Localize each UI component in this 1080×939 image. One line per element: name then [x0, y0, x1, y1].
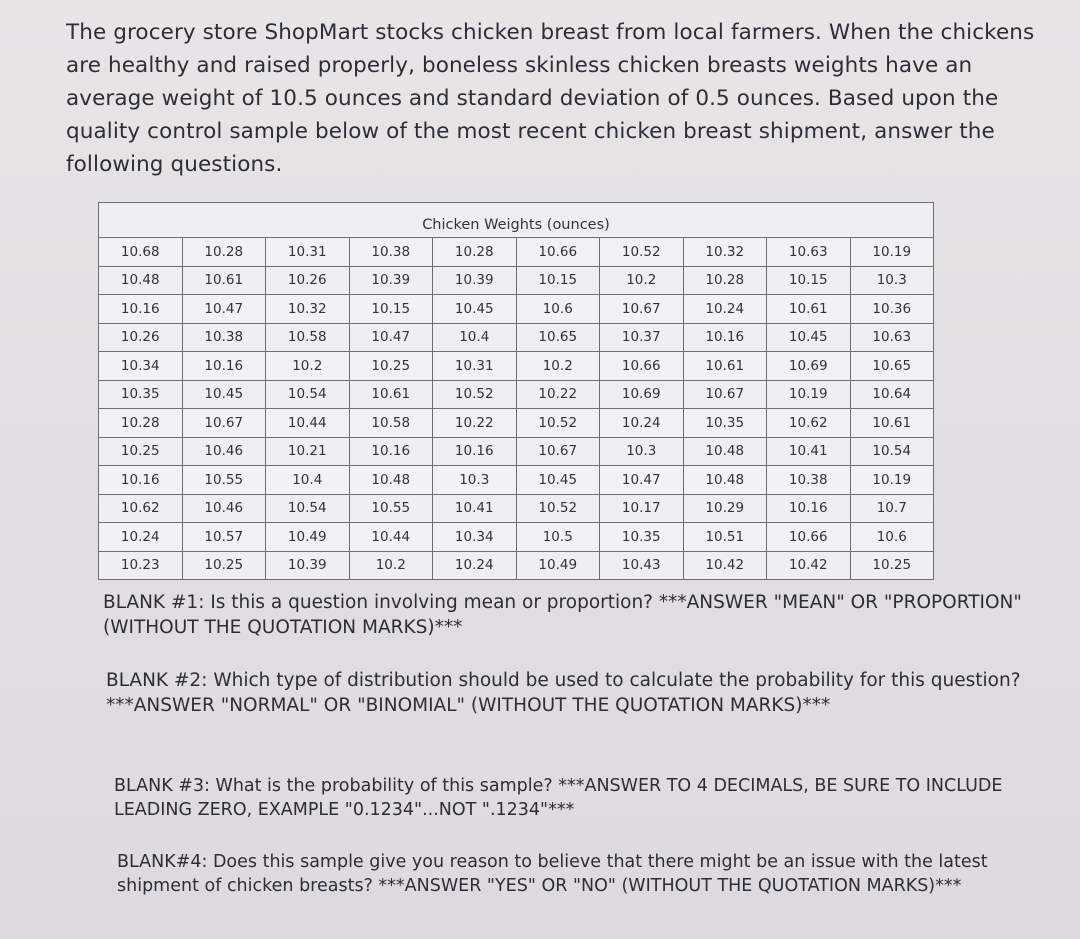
table-cell: 10.25	[99, 437, 183, 466]
table-cell: 10.16	[99, 295, 183, 324]
table-cell: 10.19	[767, 380, 851, 409]
chicken-weights-table-container	[98, 202, 934, 580]
table-title: Chicken Weights (ounces)	[98, 202, 934, 237]
table-cell: 10.2	[516, 352, 600, 381]
table-cell: 10.43	[600, 551, 684, 580]
table-cell: 10.3	[600, 437, 684, 466]
table-cell: 10.24	[433, 551, 517, 580]
table-cell: 10.16	[182, 352, 266, 381]
table-cell: 10.69	[600, 380, 684, 409]
table-cell: 10.52	[433, 380, 517, 409]
chicken-weights-table	[98, 202, 934, 580]
blank-1-question: BLANK #1: Is this a question involving mean or proportion? ***ANSWER "MEAN" OR "PROPORTION" (WITHOUT THE QUOTATION MARKS)***	[103, 592, 1022, 638]
table-cell: 10.15	[516, 266, 600, 295]
table-cell: 10.66	[516, 238, 600, 267]
table-cell: 10.16	[683, 323, 767, 352]
table-cell: 10.26	[99, 323, 183, 352]
table-cell: 10.66	[600, 352, 684, 381]
table-cell: 10.23	[99, 551, 183, 580]
table-cell: 10.63	[767, 238, 851, 267]
table-cell: 10.45	[182, 380, 266, 409]
table-cell: 10.35	[600, 523, 684, 552]
table-cell: 10.25	[850, 551, 934, 580]
table-cell: 10.67	[683, 380, 767, 409]
table-cell: 10.2	[266, 352, 350, 381]
table-cell: 10.51	[683, 523, 767, 552]
blank-4-question: BLANK#4: Does this sample give you reason to believe that there might be an issue with the latest shipment of chicken breasts? ***ANSWER "YES" OR "NO" (WITHOUT THE QUOTATION MARKS)***	[117, 852, 988, 896]
table-cell: 10.48	[349, 466, 433, 495]
table-cell: 10.16	[433, 437, 517, 466]
table-cell: 10.34	[433, 523, 517, 552]
table-cell: 10.67	[600, 295, 684, 324]
table-cell: 10.47	[349, 323, 433, 352]
table-cell: 10.52	[516, 494, 600, 523]
table-cell: 10.16	[99, 466, 183, 495]
table-cell: 10.55	[349, 494, 433, 523]
table-cell: 10.67	[182, 409, 266, 438]
table-cell: 10.46	[182, 437, 266, 466]
table-cell: 10.61	[767, 295, 851, 324]
table-cell: 10.48	[683, 466, 767, 495]
table-cell: 10.54	[266, 380, 350, 409]
table-cell: 10.66	[767, 523, 851, 552]
table-cell: 10.28	[683, 266, 767, 295]
table-cell: 10.24	[99, 523, 183, 552]
table-cell: 10.63	[850, 323, 934, 352]
table-cell: 10.45	[767, 323, 851, 352]
table-cell: 10.65	[516, 323, 600, 352]
table-cell: 10.39	[433, 266, 517, 295]
table-cell: 10.22	[433, 409, 517, 438]
table-cell: 10.67	[516, 437, 600, 466]
table-cell: 10.25	[349, 352, 433, 381]
table-row	[99, 266, 934, 295]
table-row	[99, 466, 934, 495]
table-row	[99, 437, 934, 466]
table-cell: 10.37	[600, 323, 684, 352]
table-cell: 10.26	[266, 266, 350, 295]
table-cell: 10.32	[683, 238, 767, 267]
table-cell: 10.7	[850, 494, 934, 523]
table-cell: 10.65	[850, 352, 934, 381]
table-cell: 10.61	[850, 409, 934, 438]
table-cell: 10.19	[850, 466, 934, 495]
table-body	[99, 238, 934, 580]
table-cell: 10.28	[182, 238, 266, 267]
table-cell: 10.3	[433, 466, 517, 495]
table-cell: 10.45	[516, 466, 600, 495]
table-cell: 10.58	[266, 323, 350, 352]
table-cell: 10.16	[767, 494, 851, 523]
table-cell: 10.49	[266, 523, 350, 552]
table-cell: 10.35	[99, 380, 183, 409]
table-cell: 10.64	[850, 380, 934, 409]
blank-2-question: BLANK #2: Which type of distribution should be used to calculate the probability for this question? ***ANSWER "NORMAL" OR "BINOMIAL" (WITHOUT THE QUOTATION MARKS)***	[106, 670, 1021, 716]
table-cell: 10.24	[600, 409, 684, 438]
table-cell: 10.25	[182, 551, 266, 580]
table-row	[99, 409, 934, 438]
table-row	[99, 551, 934, 580]
table-cell: 10.19	[850, 238, 934, 267]
table-cell: 10.38	[349, 238, 433, 267]
table-cell: 10.62	[99, 494, 183, 523]
table-cell: 10.2	[349, 551, 433, 580]
table-cell: 10.61	[683, 352, 767, 381]
table-cell: 10.28	[433, 238, 517, 267]
table-cell: 10.58	[349, 409, 433, 438]
table-cell: 10.35	[683, 409, 767, 438]
table-cell: 10.47	[182, 295, 266, 324]
table-cell: 10.62	[767, 409, 851, 438]
table-cell: 10.44	[349, 523, 433, 552]
table-cell: 10.49	[516, 551, 600, 580]
table-cell: 10.31	[266, 238, 350, 267]
table-cell: 10.4	[433, 323, 517, 352]
table-cell: 10.3	[850, 266, 934, 295]
table-cell: 10.16	[349, 437, 433, 466]
table-cell: 10.55	[182, 466, 266, 495]
table-cell: 10.41	[767, 437, 851, 466]
table-cell: 10.46	[182, 494, 266, 523]
table-cell: 10.39	[266, 551, 350, 580]
table-cell: 10.57	[182, 523, 266, 552]
table-row	[99, 295, 934, 324]
table-cell: 10.52	[516, 409, 600, 438]
table-cell: 10.44	[266, 409, 350, 438]
table-row	[99, 323, 934, 352]
table-cell: 10.48	[99, 266, 183, 295]
table-cell: 10.39	[349, 266, 433, 295]
table-cell: 10.32	[266, 295, 350, 324]
table-row	[99, 523, 934, 552]
table-cell: 10.52	[600, 238, 684, 267]
table-cell: 10.61	[182, 266, 266, 295]
table-cell: 10.15	[767, 266, 851, 295]
table-cell: 10.38	[182, 323, 266, 352]
table-cell: 10.4	[266, 466, 350, 495]
table-cell: 10.68	[99, 238, 183, 267]
table-cell: 10.42	[767, 551, 851, 580]
table-cell: 10.24	[683, 295, 767, 324]
blank-3-question: BLANK #3: What is the probability of this sample? ***ANSWER TO 4 DECIMALS, BE SURE TO INCLUDE LEADING ZERO, EXAMPLE "0.1234"...NOT ".1234"***	[114, 776, 1003, 820]
table-cell: 10.17	[600, 494, 684, 523]
table-cell: 10.54	[850, 437, 934, 466]
table-row	[99, 380, 934, 409]
table-row	[99, 352, 934, 381]
problem-statement: The grocery store ShopMart stocks chicken breast from local farmers. When the chickens are healthy and raised properly, boneless skinless chicken breasts weights have an average weight of 10.5 ounces and standard deviation of 0.5 ounces. Based upon the quality control sample below of the most recent chicken breast shipment, answer the following questions.	[66, 20, 1035, 177]
table-cell: 10.29	[683, 494, 767, 523]
table-row	[99, 494, 934, 523]
table-cell: 10.38	[767, 466, 851, 495]
table-cell: 10.5	[516, 523, 600, 552]
table-cell: 10.2	[600, 266, 684, 295]
table-cell: 10.45	[433, 295, 517, 324]
table-cell: 10.48	[683, 437, 767, 466]
table-cell: 10.15	[349, 295, 433, 324]
table-cell: 10.21	[266, 437, 350, 466]
table-cell: 10.54	[266, 494, 350, 523]
table-row	[99, 238, 934, 267]
table-cell: 10.28	[99, 409, 183, 438]
table-cell: 10.41	[433, 494, 517, 523]
table-cell: 10.6	[516, 295, 600, 324]
table-cell: 10.42	[683, 551, 767, 580]
table-cell: 10.31	[433, 352, 517, 381]
table-cell: 10.34	[99, 352, 183, 381]
table-cell: 10.36	[850, 295, 934, 324]
table-cell: 10.69	[767, 352, 851, 381]
table-cell: 10.61	[349, 380, 433, 409]
table-cell: 10.22	[516, 380, 600, 409]
table-cell: 10.47	[600, 466, 684, 495]
table-cell: 10.6	[850, 523, 934, 552]
